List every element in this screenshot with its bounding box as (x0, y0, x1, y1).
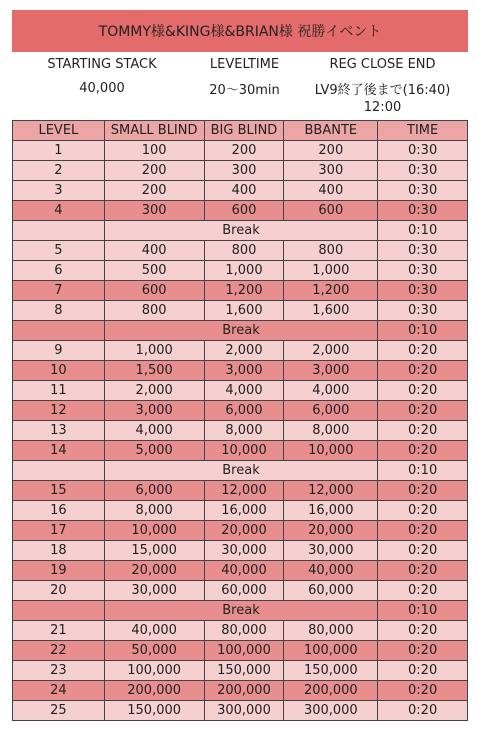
time-cell: 0:10 (378, 321, 468, 341)
level-cell: 12 (13, 401, 105, 421)
break-empty-cell (13, 601, 105, 621)
small-blind-cell: 50,000 (104, 641, 204, 661)
table-row (13, 161, 468, 181)
big-blind-cell: 100,000 (204, 641, 284, 661)
small-blind-cell: 200 (104, 181, 204, 201)
small-blind-cell: 5,000 (104, 441, 204, 461)
big-blind-cell: 16,000 (204, 501, 284, 521)
bbante-cell: 2,000 (284, 341, 378, 361)
bbante-cell: 150,000 (284, 661, 378, 681)
small-blind-cell: 100 (104, 141, 204, 161)
big-blind-cell: 150,000 (204, 661, 284, 681)
time-cell: 0:10 (378, 221, 468, 241)
bbante-cell: 30,000 (284, 541, 378, 561)
table-row (13, 521, 468, 541)
table-body (13, 141, 468, 721)
header-small-blind: SMALL BLIND (104, 121, 204, 141)
bbante-cell: 100,000 (284, 641, 378, 661)
small-blind-cell: 6,000 (104, 481, 204, 501)
tournament-info (12, 52, 468, 100)
time-cell: 0:30 (378, 281, 468, 301)
bbante-cell: 4,000 (284, 381, 378, 401)
small-blind-cell: 10,000 (104, 521, 204, 541)
time-cell: 0:20 (378, 701, 468, 721)
table-row (13, 621, 468, 641)
table-row (13, 241, 468, 261)
time-cell: 0:20 (378, 481, 468, 501)
time-cell: 0:30 (378, 241, 468, 261)
table-row (13, 581, 468, 601)
time-cell: 0:20 (378, 581, 468, 601)
level-cell: 10 (13, 361, 105, 381)
big-blind-cell: 40,000 (204, 561, 284, 581)
time-cell: 0:10 (378, 601, 468, 621)
big-blind-cell: 1,000 (204, 261, 284, 281)
table-row (13, 381, 468, 401)
table-row (13, 361, 468, 381)
header-time: TIME (378, 121, 468, 141)
time-cell: 0:20 (378, 401, 468, 421)
big-blind-cell: 30,000 (204, 541, 284, 561)
break-label: Break (104, 221, 377, 241)
bbante-cell: 8,000 (284, 421, 378, 441)
big-blind-cell: 400 (204, 181, 284, 201)
time-cell: 0:20 (378, 541, 468, 561)
small-blind-cell: 200 (104, 161, 204, 181)
reg-close-value: LV9終了後まで(16:40) (314, 82, 451, 98)
table-row (13, 301, 468, 321)
time-cell: 0:20 (378, 621, 468, 641)
reg-close-label: REG CLOSE END (329, 56, 436, 72)
small-blind-cell: 40,000 (104, 621, 204, 641)
break-label: Break (104, 461, 377, 481)
bbante-cell: 20,000 (284, 521, 378, 541)
table-row (13, 661, 468, 681)
bbante-cell: 1,600 (284, 301, 378, 321)
level-cell: 14 (13, 441, 105, 461)
small-blind-cell: 1,500 (104, 361, 204, 381)
small-blind-cell: 8,000 (104, 501, 204, 521)
small-blind-cell: 30,000 (104, 581, 204, 601)
time-cell: 0:10 (378, 461, 468, 481)
bbante-cell: 1,000 (284, 261, 378, 281)
big-blind-cell: 200 (204, 141, 284, 161)
bbante-cell: 80,000 (284, 621, 378, 641)
break-empty-cell (13, 221, 105, 241)
small-blind-cell: 800 (104, 301, 204, 321)
time-cell: 0:30 (378, 141, 468, 161)
bbante-cell: 12,000 (284, 481, 378, 501)
small-blind-cell: 1,000 (104, 341, 204, 361)
level-cell: 25 (13, 701, 105, 721)
small-blind-cell: 3,000 (104, 401, 204, 421)
starting-stack-value: 40,000 (79, 80, 125, 96)
big-blind-cell: 20,000 (204, 521, 284, 541)
break-label: Break (104, 601, 377, 621)
level-cell: 15 (13, 481, 105, 501)
table-row (13, 541, 468, 561)
time-cell: 0:30 (378, 301, 468, 321)
break-empty-cell (13, 461, 105, 481)
time-cell: 0:30 (378, 161, 468, 181)
level-cell: 5 (13, 241, 105, 261)
end-time-row (12, 97, 468, 119)
level-cell: 18 (13, 541, 105, 561)
level-cell: 24 (13, 681, 105, 701)
time-cell: 0:20 (378, 641, 468, 661)
header-level: LEVEL (13, 121, 105, 141)
big-blind-cell: 300 (204, 161, 284, 181)
table-row (13, 341, 468, 361)
level-cell: 23 (13, 661, 105, 681)
break-empty-cell (13, 321, 105, 341)
table-row (13, 561, 468, 581)
big-blind-cell: 2,000 (204, 341, 284, 361)
end-time: 12:00 (363, 100, 402, 115)
bbante-cell: 60,000 (284, 581, 378, 601)
level-cell: 6 (13, 261, 105, 281)
small-blind-cell: 500 (104, 261, 204, 281)
bbante-cell: 16,000 (284, 501, 378, 521)
bbante-cell: 3,000 (284, 361, 378, 381)
big-blind-cell: 200,000 (204, 681, 284, 701)
table-row (13, 681, 468, 701)
small-blind-cell: 600 (104, 281, 204, 301)
time-cell: 0:20 (378, 381, 468, 401)
level-cell: 3 (13, 181, 105, 201)
big-blind-cell: 60,000 (204, 581, 284, 601)
big-blind-cell: 1,200 (204, 281, 284, 301)
time-cell: 0:20 (378, 421, 468, 441)
event-title: TOMMY様&KING様&BRIAN様 祝勝イベント (98, 24, 382, 40)
level-cell: 20 (13, 581, 105, 601)
big-blind-cell: 12,000 (204, 481, 284, 501)
break-label: Break (104, 321, 377, 341)
level-cell: 8 (13, 301, 105, 321)
time-cell: 0:30 (378, 261, 468, 281)
time-cell: 0:20 (378, 341, 468, 361)
level-cell: 22 (13, 641, 105, 661)
big-blind-cell: 3,000 (204, 361, 284, 381)
leveltime-value: 20～30min (209, 82, 280, 98)
level-cell: 19 (13, 561, 105, 581)
small-blind-cell: 20,000 (104, 561, 204, 581)
big-blind-cell: 600 (204, 201, 284, 221)
bbante-cell: 10,000 (284, 441, 378, 461)
event-title-bar (12, 10, 468, 52)
break-row (13, 221, 468, 241)
bbante-cell: 800 (284, 241, 378, 261)
bbante-cell: 1,200 (284, 281, 378, 301)
time-cell: 0:20 (378, 441, 468, 461)
table-header-row (13, 121, 468, 141)
level-cell: 11 (13, 381, 105, 401)
big-blind-cell: 300,000 (204, 701, 284, 721)
small-blind-cell: 15,000 (104, 541, 204, 561)
bbante-cell: 6,000 (284, 401, 378, 421)
header-big-blind: BIG BLIND (204, 121, 284, 141)
time-cell: 0:30 (378, 181, 468, 201)
table-row (13, 441, 468, 461)
table-row (13, 201, 468, 221)
table-row (13, 261, 468, 281)
table-row (13, 401, 468, 421)
time-cell: 0:20 (378, 521, 468, 541)
time-cell: 0:20 (378, 501, 468, 521)
time-cell: 0:30 (378, 201, 468, 221)
big-blind-cell: 800 (204, 241, 284, 261)
bbante-cell: 40,000 (284, 561, 378, 581)
big-blind-cell: 80,000 (204, 621, 284, 641)
starting-stack-label: STARTING STACK (47, 56, 157, 72)
table-row (13, 641, 468, 661)
bbante-cell: 200 (284, 141, 378, 161)
bbante-cell: 300 (284, 161, 378, 181)
big-blind-cell: 6,000 (204, 401, 284, 421)
level-cell: 2 (13, 161, 105, 181)
table-row (13, 481, 468, 501)
bbante-cell: 400 (284, 181, 378, 201)
big-blind-cell: 8,000 (204, 421, 284, 441)
table-row (13, 281, 468, 301)
time-cell: 0:20 (378, 661, 468, 681)
big-blind-cell: 4,000 (204, 381, 284, 401)
level-cell: 4 (13, 201, 105, 221)
small-blind-cell: 200,000 (104, 681, 204, 701)
time-cell: 0:20 (378, 681, 468, 701)
level-cell: 17 (13, 521, 105, 541)
small-blind-cell: 150,000 (104, 701, 204, 721)
table-row (13, 701, 468, 721)
bbante-cell: 300,000 (284, 701, 378, 721)
small-blind-cell: 4,000 (104, 421, 204, 441)
small-blind-cell: 300 (104, 201, 204, 221)
time-cell: 0:20 (378, 361, 468, 381)
table-row (13, 421, 468, 441)
info-labels-row (12, 52, 468, 76)
level-cell: 7 (13, 281, 105, 301)
header-bbante: BBANTE (284, 121, 378, 141)
small-blind-cell: 2,000 (104, 381, 204, 401)
leveltime-label: LEVELTIME (209, 56, 280, 72)
break-row (13, 601, 468, 621)
level-cell: 1 (13, 141, 105, 161)
small-blind-cell: 400 (104, 241, 204, 261)
time-cell: 0:20 (378, 561, 468, 581)
small-blind-cell: 100,000 (104, 661, 204, 681)
table-row (13, 501, 468, 521)
level-cell: 16 (13, 501, 105, 521)
table-row (13, 141, 468, 161)
level-cell: 13 (13, 421, 105, 441)
bbante-cell: 200,000 (284, 681, 378, 701)
blind-structure-table (12, 120, 468, 721)
big-blind-cell: 10,000 (204, 441, 284, 461)
bbante-cell: 600 (284, 201, 378, 221)
level-cell: 9 (13, 341, 105, 361)
break-row (13, 321, 468, 341)
table-row (13, 181, 468, 201)
big-blind-cell: 1,600 (204, 301, 284, 321)
break-row (13, 461, 468, 481)
level-cell: 21 (13, 621, 105, 641)
